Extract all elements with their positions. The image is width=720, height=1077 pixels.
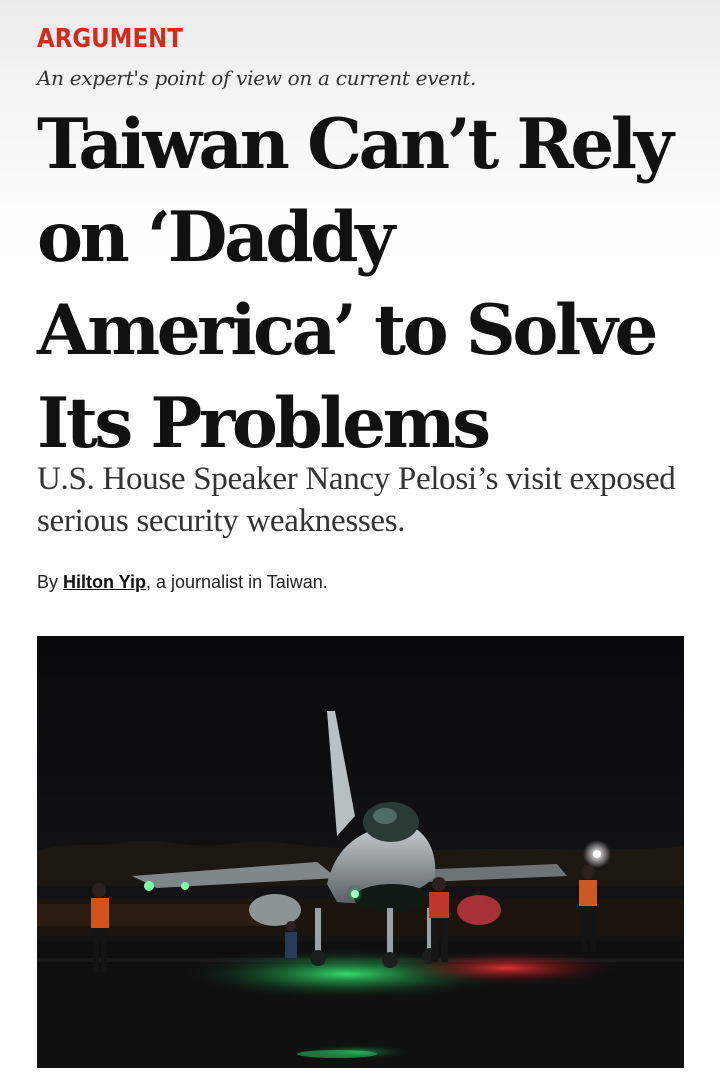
hero-image xyxy=(37,636,684,1068)
fighter-jet-night-illustration xyxy=(37,636,684,1068)
byline-prefix: By xyxy=(37,572,64,592)
section-kicker[interactable]: ARGUMENT xyxy=(37,24,183,54)
byline xyxy=(37,572,328,593)
article-headline: Taiwan Can’t Rely on ‘Daddy America’ to Solve Its Problems xyxy=(37,104,671,464)
article-type-label: An expert's point of view on a current event. xyxy=(37,66,477,90)
byline-suffix: , a journalist in Taiwan. xyxy=(146,572,328,592)
author-link[interactable]: Hilton Yip xyxy=(63,572,147,592)
article-subhead: U.S. House Speaker Nancy Pelosi’s visit exposed serious security weaknesses. xyxy=(37,461,676,539)
